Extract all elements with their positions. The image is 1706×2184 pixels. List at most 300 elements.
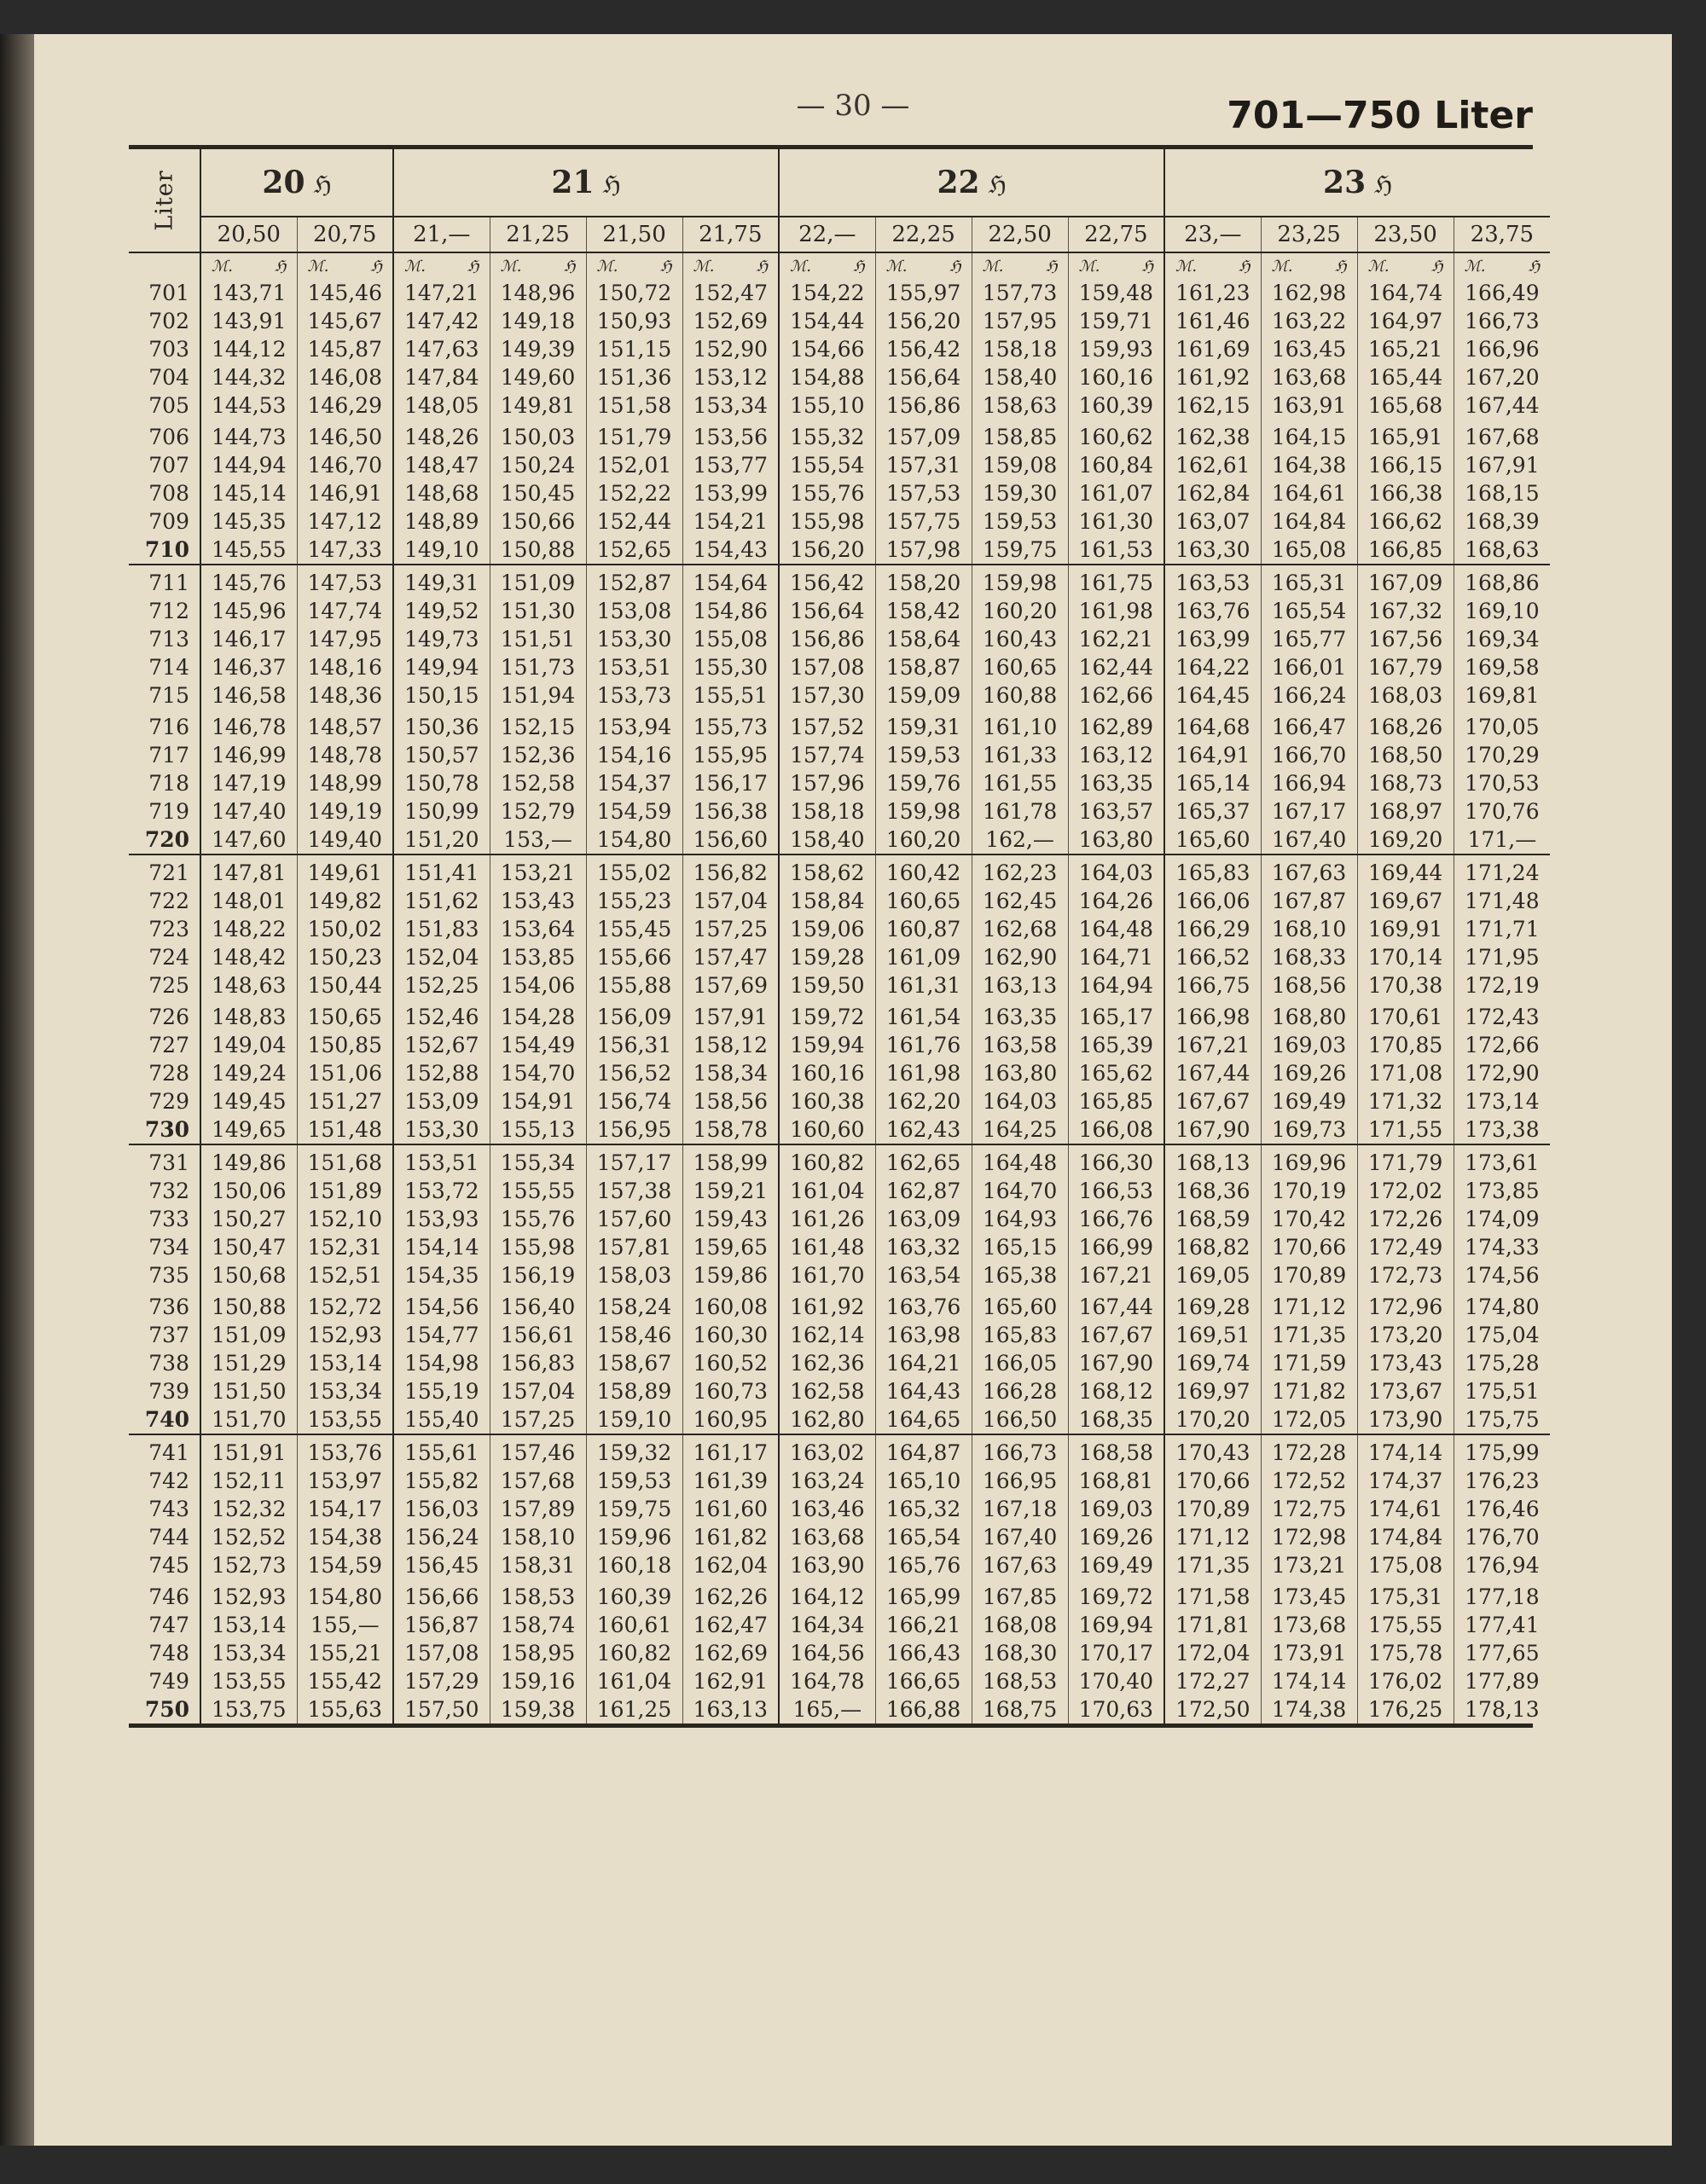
- mark-unit: ℳ.: [1271, 257, 1293, 275]
- price-column-header: 21,50: [586, 217, 682, 252]
- price-cell: 170,89: [1164, 1495, 1261, 1523]
- price-cell: 145,46: [297, 279, 393, 307]
- price-cell: 153,97: [297, 1467, 393, 1495]
- price-cell: 176,46: [1454, 1495, 1550, 1523]
- price-cell: 158,53: [490, 1579, 586, 1611]
- price-cell: 165,85: [1068, 1087, 1164, 1115]
- liter-cell: 750: [129, 1695, 200, 1723]
- price-cell: 165,60: [972, 1289, 1068, 1321]
- price-cell: 163,80: [972, 1059, 1068, 1087]
- price-cell: 148,47: [393, 451, 490, 479]
- price-cell: 156,19: [490, 1261, 586, 1289]
- price-cell: 165,21: [1357, 335, 1454, 363]
- price-cell: 149,31: [393, 565, 490, 597]
- table-row: [129, 420, 1550, 451]
- price-cell: 162,44: [1068, 653, 1164, 681]
- price-cell: 150,36: [393, 710, 490, 741]
- price-cell: 145,67: [297, 307, 393, 335]
- price-cell: 172,43: [1454, 999, 1550, 1031]
- price-cell: 166,95: [972, 1467, 1068, 1495]
- price-cell: 158,74: [490, 1611, 586, 1639]
- price-cell: 169,94: [1068, 1611, 1164, 1639]
- price-column-header: 21,—: [393, 217, 490, 252]
- price-cell: 165,91: [1357, 420, 1454, 451]
- price-cell: 156,17: [682, 769, 779, 797]
- price-cell: 161,98: [1068, 597, 1164, 625]
- price-cell: 150,45: [490, 479, 586, 507]
- price-cell: 167,18: [972, 1495, 1068, 1523]
- price-cell: 162,91: [682, 1667, 779, 1695]
- price-cell: 157,30: [779, 681, 875, 710]
- price-cell: 152,46: [393, 999, 490, 1031]
- price-cell: 168,80: [1261, 999, 1357, 1031]
- table-row: [129, 1059, 1550, 1087]
- price-cell: 165,62: [1068, 1059, 1164, 1087]
- liter-cell: 707: [129, 451, 200, 479]
- table-row: [129, 1579, 1550, 1611]
- price-cell: 163,32: [875, 1233, 972, 1261]
- price-cell: 154,43: [682, 536, 779, 565]
- price-cell: 167,44: [1164, 1059, 1261, 1087]
- price-cell: 149,45: [212, 1089, 287, 1114]
- price-cell: 172,90: [1454, 1059, 1550, 1087]
- unit-header: [875, 252, 972, 279]
- price-cell: 150,44: [297, 971, 393, 999]
- group-label: 22: [937, 165, 980, 200]
- price-cell: 172,96: [1357, 1289, 1454, 1321]
- price-cell: 159,08: [972, 451, 1068, 479]
- price-cell: 151,30: [490, 597, 586, 625]
- price-cell: 161,82: [682, 1523, 779, 1551]
- price-cell: 147,19: [212, 771, 287, 796]
- table-row: [129, 943, 1550, 971]
- price-cell: 157,95: [972, 307, 1068, 335]
- price-cell: 167,91: [1454, 451, 1550, 479]
- price-cell: 153,55: [297, 1405, 393, 1434]
- price-cell: 159,93: [1068, 335, 1164, 363]
- price-cell: 166,05: [972, 1349, 1068, 1377]
- unit-header: [1261, 252, 1357, 279]
- price-cell: 175,55: [1357, 1611, 1454, 1639]
- price-cell: 152,58: [490, 769, 586, 797]
- price-cell: 166,24: [1261, 681, 1357, 710]
- price-cell: 155,51: [682, 681, 779, 710]
- price-cell: 162,38: [1164, 420, 1261, 451]
- price-cell: 161,92: [1164, 363, 1261, 391]
- price-cell: 156,38: [682, 797, 779, 826]
- price-cell: 159,28: [779, 943, 875, 971]
- price-cell: 154,44: [779, 307, 875, 335]
- price-cell: 155,21: [297, 1639, 393, 1667]
- liter-cell: 711: [129, 565, 200, 597]
- price-cell: 150,23: [297, 943, 393, 971]
- unit-pair: [972, 258, 1068, 275]
- price-cell: 169,91: [1357, 915, 1454, 943]
- price-cell: 151,91: [212, 1440, 287, 1465]
- price-cell: 162,14: [779, 1321, 875, 1349]
- price-cell: 154,17: [297, 1495, 393, 1523]
- price-cell: 166,73: [1454, 307, 1550, 335]
- table-row: [129, 507, 1550, 536]
- price-cell: 166,06: [1164, 887, 1261, 915]
- price-cell: 172,52: [1261, 1467, 1357, 1495]
- group-label: 21: [551, 165, 595, 200]
- price-cell: 151,68: [297, 1144, 393, 1177]
- price-cell: 157,69: [682, 971, 779, 999]
- price-cell: 159,94: [779, 1031, 875, 1059]
- liter-cell: 720: [129, 826, 200, 854]
- price-cell: 147,21: [393, 279, 490, 307]
- price-cell: 159,72: [779, 999, 875, 1031]
- price-cell: 172,04: [1164, 1639, 1261, 1667]
- price-cell: 166,50: [972, 1405, 1068, 1434]
- price-cell: 175,28: [1454, 1349, 1550, 1377]
- price-cell: 166,21: [875, 1611, 972, 1639]
- price-cell: 163,76: [1164, 597, 1261, 625]
- price-cell: 159,16: [490, 1667, 586, 1695]
- price-cell: 163,90: [779, 1551, 875, 1579]
- price-cell: 164,25: [972, 1115, 1068, 1144]
- price-cell: 152,36: [490, 741, 586, 769]
- price-cell: 155,97: [875, 279, 972, 307]
- price-cell: 158,99: [682, 1144, 779, 1177]
- price-cell: 157,25: [490, 1405, 586, 1434]
- price-cell: 164,70: [972, 1177, 1068, 1205]
- pfennig-unit: ℌ: [1239, 257, 1250, 275]
- mark-unit: ℳ.: [885, 257, 908, 275]
- unit-pair: [1165, 258, 1261, 275]
- price-cell: 145,14: [212, 481, 287, 506]
- price-cell: 162,84: [1164, 479, 1261, 507]
- price-cell: 155,61: [393, 1434, 490, 1467]
- price-cell: 155,55: [490, 1177, 586, 1205]
- price-cell: 147,74: [297, 597, 393, 625]
- range-title: 701—750 Liter: [1227, 94, 1533, 137]
- price-cell: 168,73: [1357, 769, 1454, 797]
- price-column-header: 22,75: [1068, 217, 1164, 252]
- liter-cell: 706: [129, 420, 200, 451]
- pfennig-unit: ℌ: [1335, 257, 1347, 275]
- price-cell: 163,45: [1261, 335, 1357, 363]
- price-cell: 155,08: [682, 625, 779, 653]
- price-cell: 167,40: [972, 1523, 1068, 1551]
- price-cell: 154,21: [682, 507, 779, 536]
- price-cell: 155,34: [490, 1144, 586, 1177]
- liter-cell: 717: [129, 741, 200, 769]
- price-cell: 147,60: [200, 826, 297, 854]
- price-cell: 167,40: [1261, 826, 1357, 854]
- price-cell: 147,84: [393, 363, 490, 391]
- price-cell: 167,63: [1261, 854, 1357, 887]
- table-row: [129, 1467, 1550, 1495]
- table-row: [129, 915, 1550, 943]
- price-cell: 161,69: [1164, 335, 1261, 363]
- price-cell: 147,53: [297, 565, 393, 597]
- price-cell: 171,82: [1261, 1377, 1357, 1405]
- price-cell: 173,38: [1454, 1115, 1550, 1144]
- price-cell: 154,70: [490, 1059, 586, 1087]
- price-column-header: 23,75: [1454, 217, 1550, 252]
- price-cell: 162,—: [972, 826, 1068, 854]
- price-cell: 153,51: [393, 1144, 490, 1177]
- unit-pair: [394, 258, 490, 275]
- price-cell: 154,06: [490, 971, 586, 999]
- price-cell: 161,39: [682, 1467, 779, 1495]
- price-cell: 152,11: [212, 1469, 287, 1493]
- price-cell: 159,09: [875, 681, 972, 710]
- pfennig-unit: ℌ: [1045, 257, 1058, 275]
- price-cell: 167,32: [1357, 597, 1454, 625]
- price-cell: 155,88: [586, 971, 682, 999]
- table-row: [129, 1289, 1550, 1321]
- price-cell: 168,81: [1068, 1467, 1164, 1495]
- price-cell: 156,64: [779, 597, 875, 625]
- price-cell: 159,76: [875, 769, 972, 797]
- liter-cell: 731: [129, 1144, 200, 1177]
- price-cell: 163,68: [779, 1523, 875, 1551]
- liter-cell: 744: [129, 1523, 200, 1551]
- price-cell: 152,32: [212, 1497, 287, 1521]
- price-cell: 157,91: [682, 999, 779, 1031]
- price-cell: 151,09: [490, 565, 586, 597]
- price-cell: 156,86: [779, 625, 875, 653]
- price-cell: 166,08: [1068, 1115, 1164, 1144]
- price-cell: 155,82: [393, 1467, 490, 1495]
- price-cell: 165,76: [875, 1551, 972, 1579]
- price-cell: 162,89: [1068, 710, 1164, 741]
- price-cell: 158,63: [972, 391, 1068, 420]
- price-cell: 173,90: [1357, 1405, 1454, 1434]
- liter-cell: 730: [129, 1115, 200, 1144]
- price-cell: 146,50: [297, 420, 393, 451]
- price-cell: 163,99: [1164, 625, 1261, 653]
- price-cell: 146,99: [212, 743, 287, 768]
- mark-unit: ℳ.: [212, 257, 233, 275]
- price-cell: 148,96: [490, 279, 586, 307]
- price-cell: 165,99: [875, 1579, 972, 1611]
- price-cell: 168,86: [1454, 565, 1550, 597]
- price-cell: 173,43: [1357, 1349, 1454, 1377]
- liter-cell: 718: [129, 769, 200, 797]
- price-cell: 151,70: [200, 1405, 297, 1434]
- price-cell: 172,28: [1261, 1434, 1357, 1467]
- unit-header: [972, 252, 1068, 279]
- price-cell: 159,98: [972, 565, 1068, 597]
- price-cell: 151,27: [297, 1087, 393, 1115]
- price-cell: 154,80: [297, 1579, 393, 1611]
- price-cell: 150,02: [297, 915, 393, 943]
- price-cell: 156,60: [682, 826, 779, 854]
- price-cell: 151,15: [586, 335, 682, 363]
- price-cell: 168,15: [1454, 479, 1550, 507]
- liter-cell: 743: [129, 1495, 200, 1523]
- pfennig-unit: ℌ: [370, 257, 383, 275]
- liter-cell: 724: [129, 943, 200, 971]
- price-cell: 178,13: [1454, 1695, 1550, 1723]
- price-cell: 164,21: [875, 1349, 972, 1377]
- price-cell: 172,98: [1261, 1523, 1357, 1551]
- price-cell: 159,53: [586, 1467, 682, 1495]
- price-cell: 158,64: [875, 625, 972, 653]
- price-cell: 159,10: [586, 1405, 682, 1434]
- table-row: [129, 1611, 1550, 1639]
- price-cell: 153,30: [586, 625, 682, 653]
- price-cell: 158,20: [875, 565, 972, 597]
- price-cell: 158,84: [779, 887, 875, 915]
- price-cell: 162,87: [875, 1177, 972, 1205]
- price-cell: 144,32: [212, 365, 287, 390]
- price-cell: 148,22: [212, 917, 287, 941]
- liter-cell: 727: [129, 1031, 200, 1059]
- table-row: [129, 1695, 1550, 1723]
- price-cell: 168,26: [1357, 710, 1454, 741]
- table-row: [129, 1495, 1550, 1523]
- price-cell: 165,54: [1261, 597, 1357, 625]
- unit-header: [1454, 252, 1550, 279]
- price-cell: 148,05: [393, 391, 490, 420]
- price-cell: 167,90: [1068, 1349, 1164, 1377]
- price-cell: 165,17: [1068, 999, 1164, 1031]
- price-cell: 155,19: [393, 1377, 490, 1405]
- price-cell: 166,43: [875, 1639, 972, 1667]
- table-row: [129, 1523, 1550, 1551]
- unit-pair: [298, 258, 393, 275]
- price-cell: 167,17: [1261, 797, 1357, 826]
- price-cell: 157,74: [779, 741, 875, 769]
- liter-cell: 705: [129, 391, 200, 420]
- price-cell: 156,95: [586, 1115, 682, 1144]
- mark-unit: ℳ.: [693, 257, 715, 275]
- price-cell: 174,14: [1357, 1434, 1454, 1467]
- price-cell: 161,07: [1068, 479, 1164, 507]
- price-cell: 168,03: [1357, 681, 1454, 710]
- price-cell: 148,26: [393, 420, 490, 451]
- price-cell: 177,41: [1454, 1611, 1550, 1639]
- price-cell: 166,70: [1261, 741, 1357, 769]
- price-cell: 160,43: [972, 625, 1068, 653]
- price-cell: 166,65: [875, 1667, 972, 1695]
- price-cell: 164,74: [1357, 279, 1454, 307]
- unit-header: [586, 252, 682, 279]
- price-cell: 159,31: [875, 710, 972, 741]
- price-cell: 159,53: [875, 741, 972, 769]
- price-cell: 145,55: [200, 536, 297, 565]
- price-cell: 159,75: [586, 1495, 682, 1523]
- price-cell: 154,98: [393, 1349, 490, 1377]
- unit-header: [1164, 252, 1261, 279]
- price-cell: 176,25: [1357, 1695, 1454, 1723]
- price-cell: 147,12: [297, 507, 393, 536]
- price-cell: 156,40: [490, 1289, 586, 1321]
- group-header: [1164, 149, 1550, 217]
- price-cell: 169,20: [1357, 826, 1454, 854]
- price-cell: 160,08: [682, 1289, 779, 1321]
- price-cell: 169,67: [1357, 887, 1454, 915]
- price-cell: 158,67: [586, 1349, 682, 1377]
- price-cell: 157,25: [682, 915, 779, 943]
- price-cell: 151,50: [212, 1379, 287, 1404]
- price-cell: 171,—: [1454, 826, 1550, 854]
- unit-header: [779, 252, 875, 279]
- price-cell: 168,36: [1164, 1177, 1261, 1205]
- price-cell: 146,58: [212, 683, 287, 708]
- price-cell: 166,99: [1068, 1233, 1164, 1261]
- price-cell: 165,83: [1164, 854, 1261, 887]
- price-cell: 161,75: [1068, 565, 1164, 597]
- unit-header: [490, 252, 586, 279]
- price-cell: 169,49: [1261, 1087, 1357, 1115]
- liter-cell: 709: [129, 507, 200, 536]
- price-cell: 163,91: [1261, 391, 1357, 420]
- mark-unit: ℳ.: [596, 257, 618, 275]
- price-cell: 160,95: [682, 1405, 779, 1434]
- price-cell: 151,62: [393, 887, 490, 915]
- price-cell: 157,50: [393, 1695, 490, 1723]
- price-cell: 148,99: [297, 769, 393, 797]
- price-cell: 154,37: [586, 769, 682, 797]
- price-cell: 160,62: [1068, 420, 1164, 451]
- price-cell: 156,66: [393, 1579, 490, 1611]
- price-cell: 152,51: [297, 1261, 393, 1289]
- price-cell: 166,01: [1261, 653, 1357, 681]
- price-cell: 160,87: [875, 915, 972, 943]
- price-cell: 170,76: [1454, 797, 1550, 826]
- price-cell: 148,01: [212, 889, 287, 913]
- price-cell: 162,23: [972, 854, 1068, 887]
- price-cell: 159,86: [682, 1261, 779, 1289]
- group-header: [200, 149, 393, 217]
- price-cell: 150,78: [393, 769, 490, 797]
- price-cell: 170,63: [1068, 1695, 1164, 1723]
- liter-cell: 740: [129, 1405, 200, 1434]
- price-cell: 155,42: [297, 1667, 393, 1695]
- table-row: [129, 363, 1550, 391]
- price-cell: 164,87: [875, 1434, 972, 1467]
- table-row: [129, 710, 1550, 741]
- price-cell: 162,80: [779, 1405, 875, 1434]
- price-cell: 153,12: [682, 363, 779, 391]
- price-cell: 157,29: [393, 1667, 490, 1695]
- price-cell: 157,89: [490, 1495, 586, 1523]
- price-cell: 159,71: [1068, 307, 1164, 335]
- liter-cell: 719: [129, 797, 200, 826]
- price-cell: 164,15: [1261, 420, 1357, 451]
- price-cell: 166,49: [1454, 279, 1550, 307]
- price-cell: 175,08: [1357, 1551, 1454, 1579]
- liter-cell: 712: [129, 597, 200, 625]
- price-cell: 165,—: [779, 1695, 875, 1723]
- price-cell: 145,87: [297, 335, 393, 363]
- table-row: [129, 1261, 1550, 1289]
- price-cell: 169,51: [1164, 1321, 1261, 1349]
- price-cell: 164,65: [875, 1405, 972, 1434]
- price-cell: 167,90: [1164, 1115, 1261, 1144]
- price-cell: 153,75: [212, 1697, 287, 1722]
- price-cell: 170,05: [1454, 710, 1550, 741]
- price-cell: 176,70: [1454, 1523, 1550, 1551]
- price-cell: 164,43: [875, 1377, 972, 1405]
- price-cell: 156,20: [779, 536, 875, 565]
- price-cell: 166,53: [1068, 1177, 1164, 1205]
- price-cell: 168,33: [1261, 943, 1357, 971]
- price-cell: 156,24: [393, 1523, 490, 1551]
- price-cell: 151,09: [212, 1323, 287, 1347]
- price-cell: 160,38: [779, 1087, 875, 1115]
- table-row: [129, 1321, 1550, 1349]
- price-cell: 161,04: [779, 1177, 875, 1205]
- pfennig-unit: ℌ: [1141, 257, 1154, 275]
- liter-label: Liter: [151, 170, 177, 231]
